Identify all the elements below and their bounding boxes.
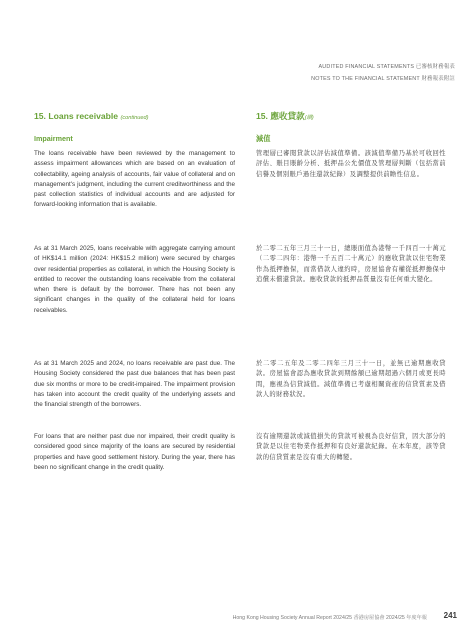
section-title-en-text: 15. Loans receivable [34, 111, 119, 121]
footer-report-title: Hong Kong Housing Society Annual Report 2024/25 香港房屋協會 2024/25 年度年報 [232, 615, 427, 621]
section-title-zh [256, 111, 446, 124]
paragraph-en-3: As at 31 March 2025 and 2024, no loans receivable are past due. The Housing Society considered the past due balances that has been past due six months or more to be credit-impaired. The impairment provision has taken into account the credit quality of the underlying assets and the financial strength of the borrowers. [34, 360, 235, 409]
section-title-en [34, 111, 235, 124]
paragraph-zh-1: 管理層已審閱貸款以評估減值準備。該減值準備乃基於可收回性評估、賬目賬齡分析、抵押品公允價值及管理層判斷（包括當前信譽及個別賬戶過往還款紀錄）及調整提供前瞻性信息。 [256, 150, 446, 178]
paragraph-en-2: As at 31 March 2025, loans receivable with aggregate carrying amount of HK$14.1 million (2024: HK$15.2 million) were secured by charges over residential properties as collateral, in which the Housing Society is entitled to recover the outstanding loans receivable from the collateral when there is default by the borrower. There has not been any significant changes in the quality of the collateral held for loans receivables. [34, 245, 235, 314]
paragraph-zh-2: 於二零二五年三月三十一日，總賬面值為港幣一千四百一十萬元（二零二四年：港幣一千五百二十萬元）的應收貸款以住宅物業作為抵押擔保，而當借款人違約時，房屋協會有權從抵押擔保中追償未償還貸款。應收貸款的抵押品質量沒有任何重大變化。 [256, 245, 446, 284]
paragraph-zh-3: 於二零二五年及二零二四年三月三十一日，並無已逾期應收貸款。房屋協會認為應收貸款到期餘額已逾期超過六個月或更長時間，應視為信貸減值。減值準備已考慮相關資產的信貸質素及借款人的財務狀況。 [256, 360, 446, 399]
section-continued-en: (continued) [120, 115, 149, 121]
paragraph-en-4: For loans that are neither past due nor impaired, their credit quality is considered good since majority of the loans are secured by residential properties and have good settlement history. During the year, there has been no significant change in the credit quality. [34, 433, 235, 471]
running-header-subsection: NOTES TO THE FINANCIAL STATEMENT 財務報表附註 [311, 76, 455, 82]
running-header-section: AUDITED FINANCIAL STATEMENTS 已審核財務報表 [318, 64, 455, 70]
paragraph-en-1: The loans receivable have been reviewed by the management to assess impairment allowances which are based on an evaluation of collectability, ageing analysis of accounts, fair value of collateral and on management's judgment, including the current creditworthiness and the past collection statistics of individual accounts and are adjusted for forward-looking information that is available. [34, 150, 235, 209]
english-column [34, 111, 235, 484]
subtitle-impairment-en: Impairment [34, 134, 73, 143]
page-number: 241 [443, 611, 457, 620]
paragraph-zh-4: 沒有逾期還款或減值損失的貸款可被視為良好信貸，因大部分的貸款是以住宅物業作抵押和有良好還款紀錄。在本年度，該等貸款的信貸質素是沒有重大的轉變。 [256, 433, 446, 461]
subtitle-impairment-zh: 減值 [256, 134, 271, 143]
section-title-zh-text: 15. 應收貸款 [256, 111, 305, 121]
chinese-column [256, 111, 446, 474]
section-continued-zh: (續) [304, 115, 314, 121]
